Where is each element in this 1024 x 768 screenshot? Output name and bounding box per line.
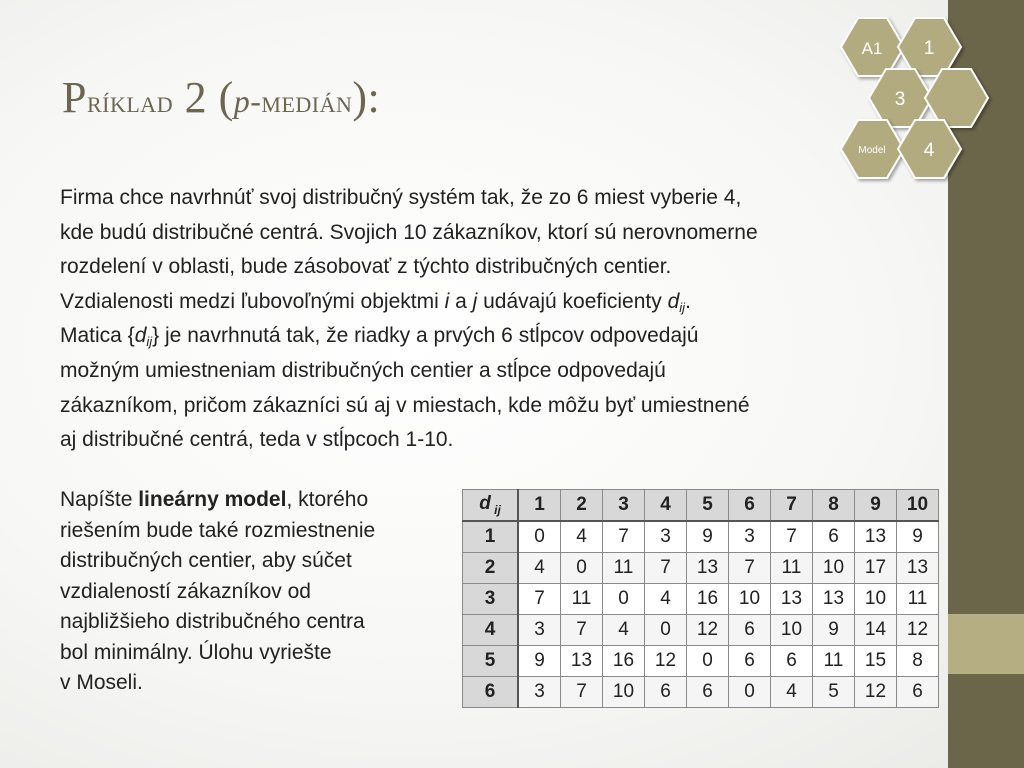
- table-cell: 6: [771, 646, 813, 677]
- table-cell: 7: [561, 677, 603, 708]
- table-cell: 7: [518, 584, 561, 615]
- sidebar-accent: [948, 614, 1024, 674]
- table-cell: 15: [855, 646, 897, 677]
- table-row: [463, 584, 939, 615]
- intro-line-5-b: } je navrhnutá tak, že riadky a prvých 6 stĺpcov odpovedajú: [152, 324, 699, 348]
- table-cell: 12: [645, 646, 687, 677]
- title-word: ríklad: [86, 83, 174, 119]
- table-cell: 3: [518, 677, 561, 708]
- col-header: 8: [813, 490, 855, 522]
- task-line-1-b: , ktorého: [286, 488, 369, 511]
- intro-line-4-a: Vzdialenosti medzi ľubovoľnými objektmi: [60, 289, 445, 313]
- title-cap: P: [62, 73, 87, 122]
- intro-line-4: [60, 285, 940, 320]
- corner-d: d: [479, 493, 491, 515]
- table-cell: 7: [603, 521, 645, 553]
- nav-hex-1-label: 1: [923, 38, 935, 59]
- table-cell: 10: [813, 553, 855, 584]
- task-line-5: najbližšieho distribučného centra: [60, 610, 365, 633]
- col-header: 9: [855, 490, 897, 522]
- title-num: 2 (: [173, 73, 234, 122]
- nav-hex-model-label: Model: [858, 145, 886, 156]
- row-header: 3: [463, 584, 519, 615]
- intro-period: .: [685, 289, 691, 313]
- task-line-1: [60, 485, 460, 516]
- nav-hex-a1-label: A1: [861, 39, 883, 58]
- task-line-3: distribučných centier, aby súčet: [60, 549, 352, 572]
- var-i: i: [444, 289, 450, 313]
- nav-hex-model[interactable]: [841, 120, 904, 178]
- table-cell: 0: [729, 677, 771, 708]
- col-header: 4: [645, 490, 687, 522]
- row-header: 6: [463, 677, 519, 708]
- nav-hex-1[interactable]: [898, 18, 961, 76]
- table-cell: 4: [561, 521, 603, 553]
- table-cell: 10: [729, 584, 771, 615]
- corner-ij: ij: [490, 502, 501, 517]
- table-cell: 6: [897, 677, 939, 708]
- table-row: [463, 553, 939, 584]
- table-cell: 14: [855, 615, 897, 646]
- table-row: [463, 615, 939, 646]
- nav-hex-a1[interactable]: [841, 18, 904, 76]
- table-cell: 3: [518, 615, 561, 646]
- task-line-6: bol minimálny. Úlohu vyriešte: [60, 640, 332, 664]
- subscript-ij-matrix: ij: [146, 334, 153, 350]
- col-header: 2: [561, 490, 603, 522]
- table-cell: 6: [729, 615, 771, 646]
- table-cell: 10: [855, 584, 897, 615]
- task-line-4: vzdialeností zákazníkov od: [60, 579, 311, 603]
- header-row: [463, 490, 939, 522]
- row-header: 5: [463, 646, 519, 677]
- table-cell: 4: [518, 553, 561, 584]
- table-cell: 0: [687, 646, 729, 677]
- task-bold: lineárny model: [138, 488, 287, 511]
- title-p: p: [233, 83, 251, 119]
- table-cell: 0: [518, 521, 561, 553]
- table-cell: 3: [729, 521, 771, 553]
- distance-matrix: [462, 489, 939, 708]
- table-cell: 7: [729, 553, 771, 584]
- table-cell: 9: [897, 521, 939, 553]
- table-cell: 10: [771, 615, 813, 646]
- table-cell: 8: [897, 646, 939, 677]
- intro-line-7: zákazníkom, pričom zákazníci sú aj v miestach, kde môžu byť umiestnené: [60, 393, 750, 417]
- col-header: 1: [518, 490, 561, 522]
- var-j: j: [472, 289, 478, 313]
- table-cell: 13: [561, 646, 603, 677]
- table-cell: 13: [687, 553, 729, 584]
- table-row: [463, 646, 939, 677]
- task-line-7: v Moseli.: [60, 671, 143, 694]
- table-row: [463, 521, 939, 553]
- table-cell: 16: [687, 584, 729, 615]
- intro-paragraph: [60, 181, 940, 458]
- table-cell: 11: [603, 553, 645, 584]
- intro-line-2: kde budú distribučné centrá. Svojich 10 zákazníkov, ktorí sú nerovnomerne: [60, 220, 758, 244]
- col-header: 5: [687, 490, 729, 522]
- subscript-ij: ij: [679, 299, 686, 315]
- intro-line-1: Firma chce navrhnúť svoj distribučný systém tak, že zo 6 miest vyberie 4,: [60, 186, 742, 209]
- intro-line-6: možným umiestneniam distribučných centier a stĺpce odpovedajú: [60, 358, 666, 382]
- table-cell: 13: [897, 553, 939, 584]
- row-header: 2: [463, 553, 519, 584]
- table-cell: 6: [813, 521, 855, 553]
- task-line-2: riešením bude také rozmiestnenie: [60, 518, 376, 542]
- title-median: -medián: [250, 83, 353, 119]
- table-cell: 13: [771, 584, 813, 615]
- nav-hex-3[interactable]: [869, 69, 932, 127]
- table-cell: 17: [855, 553, 897, 584]
- table-cell: 16: [603, 646, 645, 677]
- var-d: d: [667, 289, 680, 313]
- conj-a: a: [449, 289, 473, 313]
- table-cell: 3: [645, 521, 687, 553]
- nav-hex-blank[interactable]: [925, 69, 988, 127]
- table-cell: 11: [561, 584, 603, 615]
- table-cell: 6: [687, 677, 729, 708]
- table-cell: 11: [771, 553, 813, 584]
- col-header: 3: [603, 490, 645, 522]
- col-header: 7: [771, 490, 813, 522]
- table-cell: 4: [603, 615, 645, 646]
- table-cell: 0: [561, 553, 603, 584]
- table-cell: 11: [897, 584, 939, 615]
- table-cell: 12: [855, 677, 897, 708]
- page-title: [62, 72, 380, 123]
- table-cell: 4: [771, 677, 813, 708]
- table-cell: 10: [603, 677, 645, 708]
- table-cell: 0: [603, 584, 645, 615]
- table-cell: 9: [687, 521, 729, 553]
- matrix-corner: [463, 490, 519, 522]
- row-header: 4: [463, 615, 519, 646]
- intro-line-5: [60, 319, 940, 354]
- table-cell: 12: [687, 615, 729, 646]
- var-d-matrix: d: [134, 324, 147, 348]
- table-cell: 12: [897, 615, 939, 646]
- table-cell: 9: [518, 646, 561, 677]
- table-cell: 0: [645, 615, 687, 646]
- table-cell: 7: [561, 615, 603, 646]
- table-cell: 4: [645, 584, 687, 615]
- table-cell: 9: [813, 615, 855, 646]
- table-cell: 13: [855, 521, 897, 553]
- nav-hex-4[interactable]: [898, 120, 961, 178]
- nav-hex-3-label: 3: [894, 89, 906, 110]
- table-cell: 13: [813, 584, 855, 615]
- table-cell: 6: [729, 646, 771, 677]
- task-paragraph: [60, 485, 460, 699]
- intro-line-5-a: Matica {: [60, 324, 135, 348]
- task-line-1-a: Napíšte: [60, 488, 139, 511]
- intro-line-3: rozdelení v oblasti, bude zásobovať z týchto distribučných centier.: [60, 255, 672, 279]
- title-close: ):: [352, 73, 381, 122]
- table-cell: 7: [645, 553, 687, 584]
- table-cell: 5: [813, 677, 855, 708]
- intro-line-4-b: udávajú koeficienty: [477, 289, 668, 313]
- nav-hex-4-label: 4: [923, 140, 935, 161]
- row-header: 1: [463, 521, 519, 553]
- table-cell: 11: [813, 646, 855, 677]
- table-row: [463, 677, 939, 708]
- col-header: 10: [897, 490, 939, 522]
- col-header: 6: [729, 490, 771, 522]
- intro-line-8: aj distribučné centrá, teda v stĺpcoch 1-10.: [60, 428, 454, 452]
- table-cell: 6: [645, 677, 687, 708]
- table-cell: 7: [771, 521, 813, 553]
